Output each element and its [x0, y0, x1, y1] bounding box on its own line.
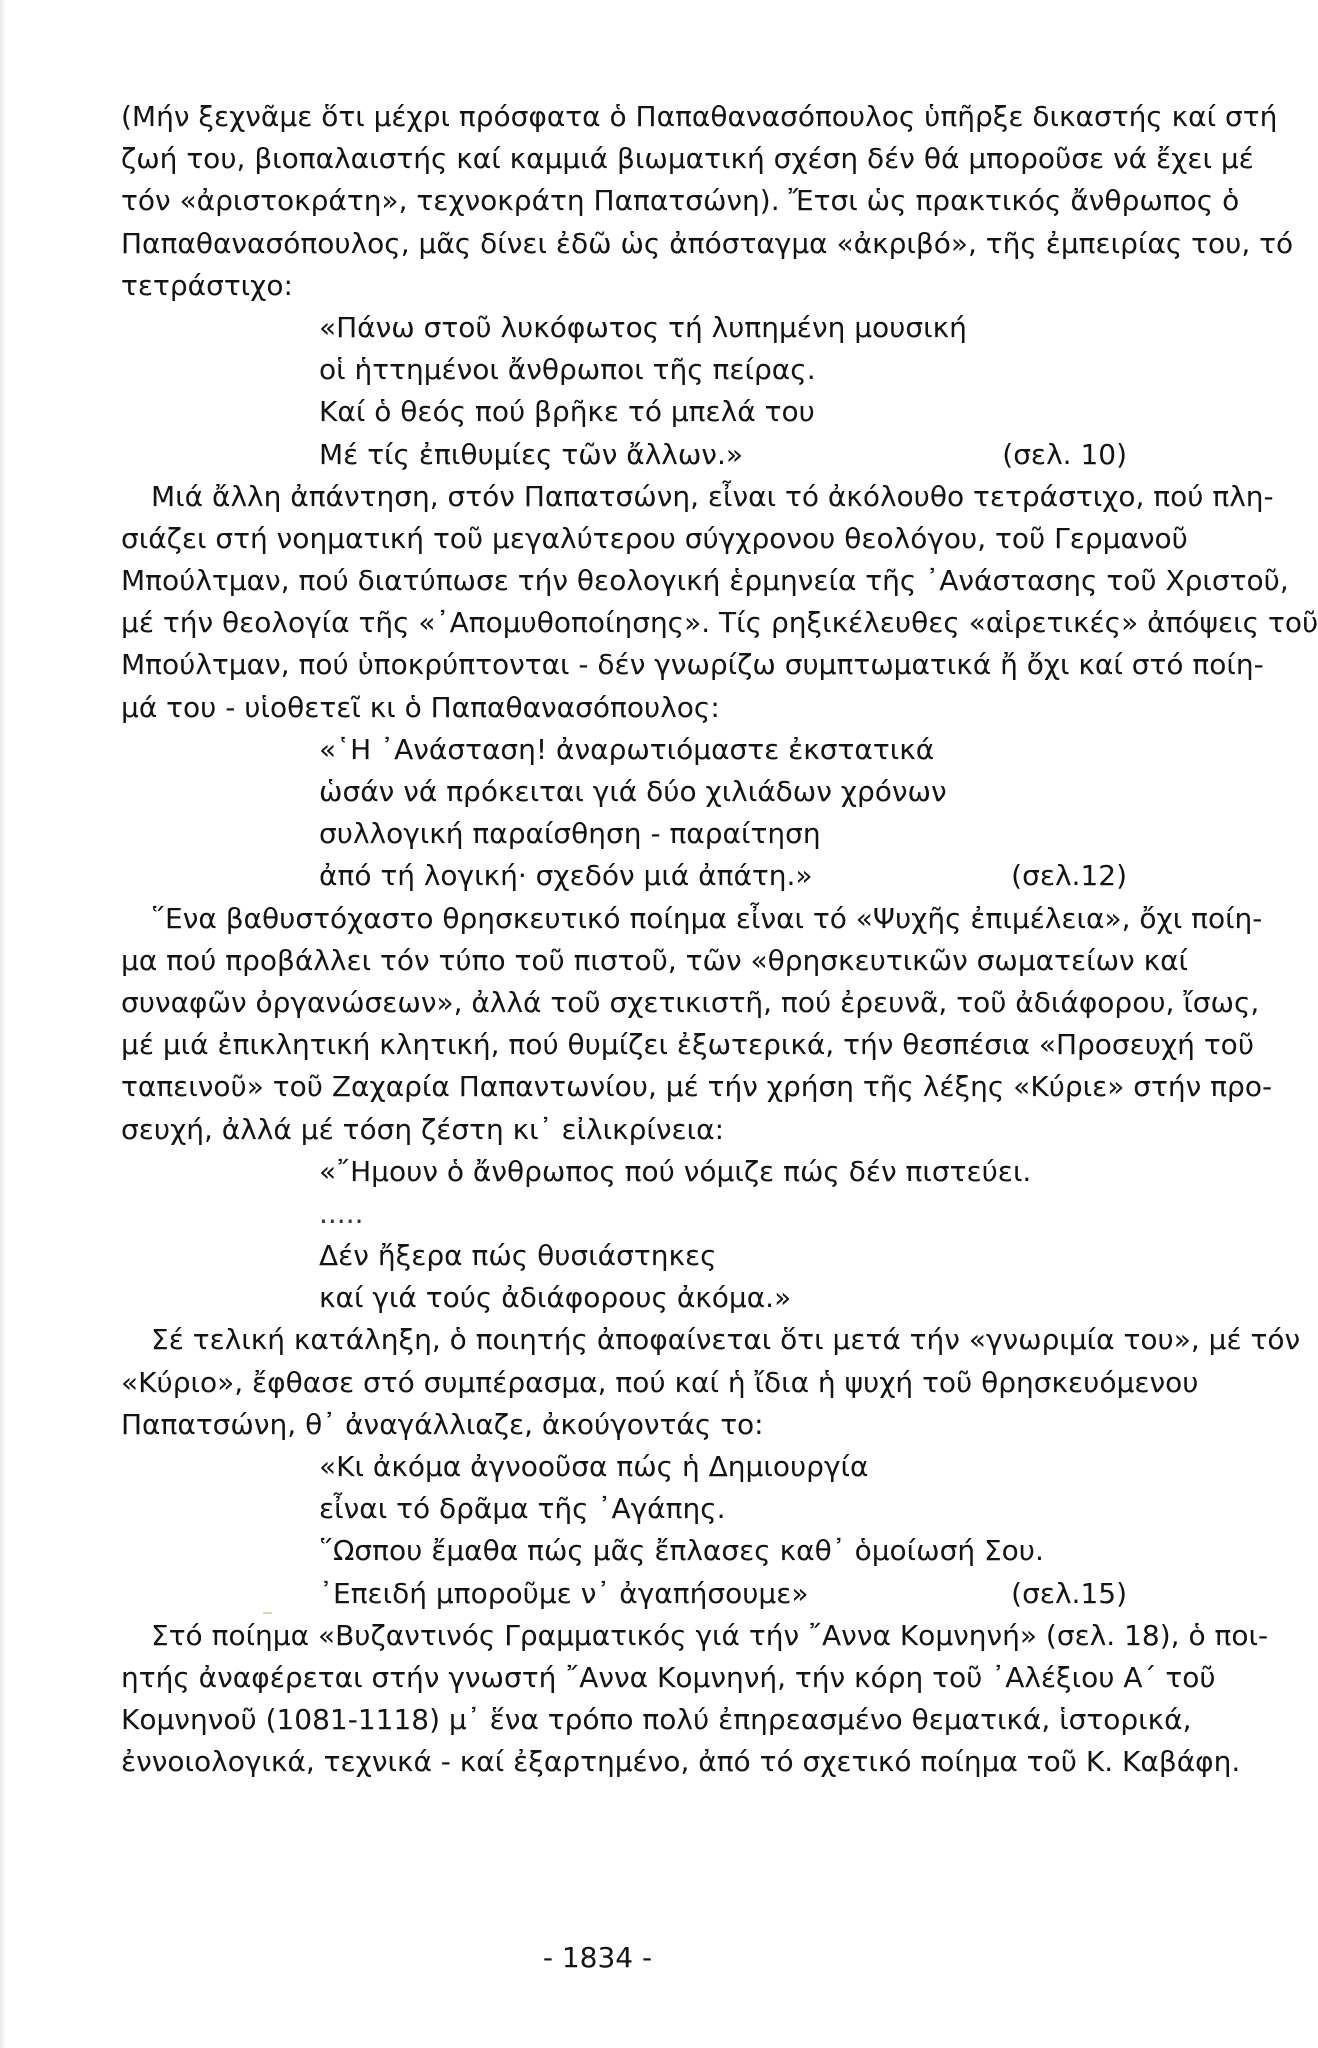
paragraph-first-line: ῞Ενα βαθυστόχαστο θρησκευτικό ποίημα εἶναι τό «Ψυχῆς ἐπιμέλεια», ὄχι ποίη-	[151, 901, 1263, 935]
body-text-line: ἐννοιολογικά, τεχνικά - καί ἐξαρτημένο, ἀπό τό σχετικό ποίημα τοῦ Κ. Καβάφη.	[121, 1745, 1241, 1779]
body-text-line: μέ μιά ἐπικλητική κλητική, πού θυμίζει ἐξωτερικά, τήν θεσπέσια «Προσευχή τοῦ	[121, 1028, 1255, 1062]
poem-line-with-reference	[121, 434, 1127, 476]
body-text-line: σιάζει στή νοηματική τοῦ μεγαλύτερου σύγχρονου θεολόγου, τοῦ Γερμανοῦ	[121, 521, 1188, 555]
body-text-line: συναφῶν ὀργανώσεων», ἀλλά τοῦ σχετικιστῆ, πού ἐρευνᾶ, τοῦ ἀδιάφορου, ἴσως,	[121, 985, 1260, 1019]
paragraph-first-line: Στό ποίημα «Βυζαντινός Γραμματικός γιά τήν ῎Αννα Κομνηνή» (σελ. 18), ὁ ποι-	[151, 1618, 1269, 1652]
body-text-line-last: τετράστιχο:	[121, 268, 293, 302]
poem-line-with-reference	[121, 855, 1127, 897]
body-text-line: τόν «ἀριστοκράτη», τεχνοκράτη Παπατσώνη). Ἔτσι ὡς πρακτικός ἄνθρωπος ὁ	[121, 184, 1240, 218]
body-text-line: ητής ἀναφέρεται στήν γνωστή ῎Αννα Κομνηνή, τήν κόρη τοῦ ᾿Αλέξιου Α΄ τοῦ	[121, 1660, 1216, 1694]
paragraph-first-line: Σέ τελική κατάληξη, ὁ ποιητής ἀποφαίνεται ὅτι μετά τήν «γνωριμία του», μέ τόν	[151, 1323, 1301, 1357]
body-text-line-last: Παπατσώνη, θ᾿ ἀναγάλλιαζε, ἀκούγοντάς το:	[121, 1407, 764, 1441]
page-number: - 1834 -	[542, 1941, 653, 1974]
poem-line-text: Μέ τίς ἐπιθυμίες τῶν ἄλλων.»	[319, 437, 743, 471]
body-text-line: μα πού προβάλλει τόν τύπο τοῦ πιστοῦ, τῶν «θρησκευτικῶν σωματείων καί	[121, 943, 1189, 977]
poem-line-text: ἀπό τή λογική· σχεδόν μιά ἀπάτη.»	[319, 859, 813, 893]
body-text-line: Μπούλτμαν, πού διατύπωσε τήν θεολογική ἑρμηνεία τῆς ᾿Ανάστασης τοῦ Χριστοῦ,	[121, 564, 1289, 598]
body-text-line: ζωή του, βιοπαλαιστής καί καμμιά βιωματική σχέση δέν θά μποροῦσε νά ἔχει μέ	[121, 142, 1254, 176]
page-reference: (σελ. 10)	[1002, 437, 1127, 471]
page-reference: (σελ.12)	[1011, 859, 1127, 893]
poem-line: «Κι ἀκόμα ἀγνοοῦσα πώς ἡ Δημιουργία	[319, 1450, 869, 1483]
page-reference: (σελ.15)	[1011, 1576, 1127, 1610]
poem-line: εἶναι τό δρᾶμα τῆς ᾿Αγάπης.	[319, 1492, 726, 1526]
paragraph-first-line: Μιά ἄλλη ἀπάντηση, στόν Παπατσώνη, εἶναι τό ἀκόλουθο τετράστιχο, πού πλη-	[151, 479, 1274, 513]
poem-line: «῾Η ᾿Ανάσταση! ἀναρωτιόμαστε ἐκστατικά	[319, 732, 935, 766]
poem-line: «Πάνω στοῦ λυκόφωτος τή λυπημένη μουσική	[319, 310, 967, 344]
poem-line-text: ᾿Επειδή μποροῦμε ν᾿ ἀγαπήσουμε»	[319, 1576, 809, 1610]
body-text-line: Παπαθανασόπουλος, μᾶς δίνει ἐδῶ ὡς ἀπόσταγμα «ἀκριβό», τῆς ἐμπειρίας του, τό	[121, 226, 1294, 260]
poem-line: «῎Ημουν ὁ ἄνθρωπος πού νόμιζε πώς δέν πιστεύει.	[319, 1154, 1032, 1188]
body-text-line: ταπεινοῦ» τοῦ Ζαχαρία Παπαντωνίου, μέ τήν χρήση τῆς λέξης «Κύριε» στήν προ-	[121, 1070, 1273, 1104]
poem-line: συλλογική παραίσθηση - παραίτηση	[319, 817, 821, 851]
poem-line: ῞Ωσπου ἔμαθα πώς μᾶς ἔπλασες καθ᾿ ὁμοίωσή Σου.	[319, 1534, 1044, 1568]
ellipsis-line: .....	[319, 1196, 364, 1230]
body-text-line: Κομνηνοῦ (1081-1118) μ᾿ ἕνα τρόπο πολύ ἐπηρεασμένο θεματικά, ἱστορικά,	[121, 1703, 1192, 1737]
body-text-line: (Μήν ξεχνᾶμε ὅτι μέχρι πρόσφατα ὁ Παπαθανασόπουλος ὑπῆρξε δικαστής καί στή	[121, 100, 1278, 133]
poem-line: Καί ὁ θεός πού βρῆκε τό μπελά του	[319, 395, 815, 429]
body-text-line-last: σευχή, ἀλλά μέ τόση ζέστη κι᾿ εἰλικρίνεια:	[121, 1112, 725, 1146]
body-text-line: μέ τήν θεολογία τῆς «᾿Απομυθοποίησης». Τίς ρηξικέλευθες «αἱρετικές» ἀπόψεις τοῦ	[121, 606, 1318, 640]
poem-line: Δέν ἤξερα πώς θυσιάστηκες	[319, 1239, 717, 1273]
poem-line-with-reference	[121, 1573, 1127, 1615]
poem-line: οἱ ἡττημένοι ἄνθρωποι τῆς πείρας.	[319, 353, 816, 387]
body-text-line: Μπούλτμαν, πού ὑποκρύπτονται - δέν γνωρίζω συμπτωματικά ἤ ὄχι καί στό ποίη-	[121, 648, 1264, 682]
poem-line: ὡσάν νά πρόκειται γιά δύο χιλιάδων χρόνων	[319, 775, 947, 808]
text-column	[121, 96, 1318, 1784]
body-text-line-last: μά του - υἱοθετεῖ κι ὁ Παπαθανασόπουλος:	[121, 690, 720, 724]
poem-line: καί γιά τούς ἀδιάφορους ἀκόμα.»	[319, 1281, 792, 1315]
scan-edge	[0, 0, 6, 2048]
body-text-line: «Κύριο», ἔφθασε στό συμπέρασμα, πού καί ἡ ἴδια ἡ ψυχή τοῦ θρησκευόμενου	[121, 1365, 1199, 1399]
